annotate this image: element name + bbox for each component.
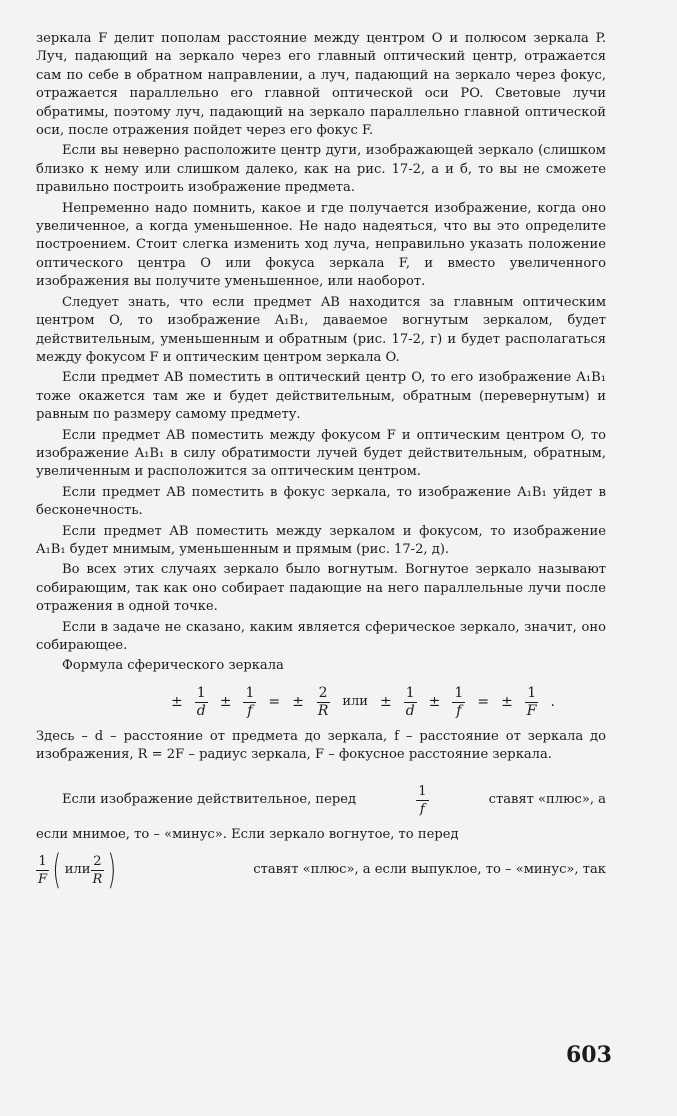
formula-end: . <box>550 694 555 711</box>
formula-pm-6: ± <box>501 694 513 711</box>
rule-line-2: если мнимое, то – «минус». Если зеркало вогнутое, то перед <box>36 826 459 842</box>
rule-line-1 <box>36 783 606 818</box>
mirror-formula <box>171 685 606 720</box>
paragraph-3: Непременно надо помнить, какое и где получается изображение, когда оно увеличенное, а когда уменьшенное. Не надо надеяться, что вы это определите построением. Стоит слегка изменить ход луча, неправильно указать положение оптического центра O или фокуса зеркала F, и вместо увеличенного изображения вы получите уменьшенное, или наоборот. <box>36 200 606 290</box>
fraction-1-over-d: $\frac{1}{d}$ <box>196 684 206 719</box>
fraction-2-over-R: $\frac{2}{R}$ <box>317 684 329 719</box>
paragraph-6: Если предмет AB поместить между фокусом F и оптическим центром O, то изображение A₁B₁ в силу обратимости лучей будет действительным, обратным, увеличенным и расположится за оптическим центром. <box>36 427 606 480</box>
formula-pm-3: ± <box>292 694 304 711</box>
formula-or: или <box>342 694 368 710</box>
explanation: Здесь – d – расстояние от предмета до зеркала, f – расстояние от зеркала до изображения, R = 2F – радиус зеркала, F – фокусное расстояние зеркала. <box>36 728 606 763</box>
formula-pm-1: ± <box>171 694 183 711</box>
rule-line-3 <box>36 847 606 894</box>
paragraph-4: Следует знать, что если предмет AB находится за главным оптическим центром O, то изображение A₁B₁, даваемое вогнутым зеркалом, будет действительным, уменьшенным и обратным (рис. 17-2, г) и будет располагаться между фокусом F и оптическим центром зеркала O. <box>36 294 606 365</box>
fraction-1-over-F: $\frac{1}{F}$ <box>526 684 537 719</box>
paragraph-2: Если вы неверно расположите центр дуги, изображающей зеркало (слишком близко к нему или слишком далеко, как на рис. 17-2, а и б, то вы не сможете правильно построить изображение предмета. <box>36 143 606 196</box>
fraction-1-over-f: $\frac{1}{f}$ <box>245 684 255 719</box>
formula-eq-2: = <box>477 694 490 711</box>
paragraph-5: Если предмет AB поместить в оптический центр O, то его изображение A₁B₁ тоже окажется там же и будет действительным, обратным (перевернутым) и равным по размеру самому предмету. <box>36 370 606 423</box>
formula-pm-4: ± <box>379 694 392 711</box>
formula-pm-5: ± <box>428 694 441 711</box>
fraction-2-over-R-rule: $\frac{2}{R}$ <box>92 853 103 887</box>
formula-intro: Формула сферического зеркала <box>62 658 284 674</box>
paragraph-8: Если предмет AB поместить между зеркалом и фокусом, то изображение A₁B₁ будет мнимым, уменьшенным и прямым (рис. 17-2, д). <box>36 523 606 557</box>
paragraph-7: Если предмет AB поместить в фокус зеркала, то изображение A₁B₁ уйдет в бесконечность. <box>36 484 606 519</box>
formula-eq-1: = <box>268 694 281 711</box>
rule-fraction-group <box>36 847 120 894</box>
fraction-1-over-f-rule: $\frac{1}{f}$ <box>418 783 427 817</box>
fraction-1-over-d-2: $\frac{1}{d}$ <box>405 684 415 719</box>
rule-or: или <box>64 861 91 877</box>
paragraph-1: зеркала F делит пополам расстояние между центром O и полюсом зеркала P. Луч, падающий на зеркало через его главный оптический центр, отражается сам по себе в обратном направлении, а луч, падающий на зеркало через фокус, отражается параллельно его главной оптической оси PO. Световые лучи обратимы, поэтому луч, падающий на зеркало параллельно главной оптической оси, после отражения пойдет через его фокус F. <box>36 31 606 139</box>
left-paren: ( <box>52 847 62 894</box>
paragraph-10: Если в задаче не сказано, каким является сферическое зеркало, значит, оно собирающее. <box>36 619 606 653</box>
rule-line-1a: Если изображение действительное, перед <box>62 791 357 807</box>
fraction-1-over-F-rule: $\frac{1}{F}$ <box>38 853 48 887</box>
paragraph-9: Во всех этих случаях зеркало было вогнутым. Вогнутое зеркало называют собирающим, так как оно собирает падающие на него параллельные лучи после отражения в одной точке. <box>36 562 606 615</box>
rule-line-1b: ставят «плюс», а <box>488 791 606 807</box>
right-paren: ) <box>107 847 117 894</box>
fraction-1-over-f-2: $\frac{1}{f}$ <box>454 684 464 719</box>
page-number: 603 <box>566 1042 612 1068</box>
formula-pm-2: ± <box>219 694 232 711</box>
rule-line-3b: ставят «плюс», а если выпуклое, то – «минус», так <box>253 861 606 877</box>
page-body <box>36 30 606 894</box>
